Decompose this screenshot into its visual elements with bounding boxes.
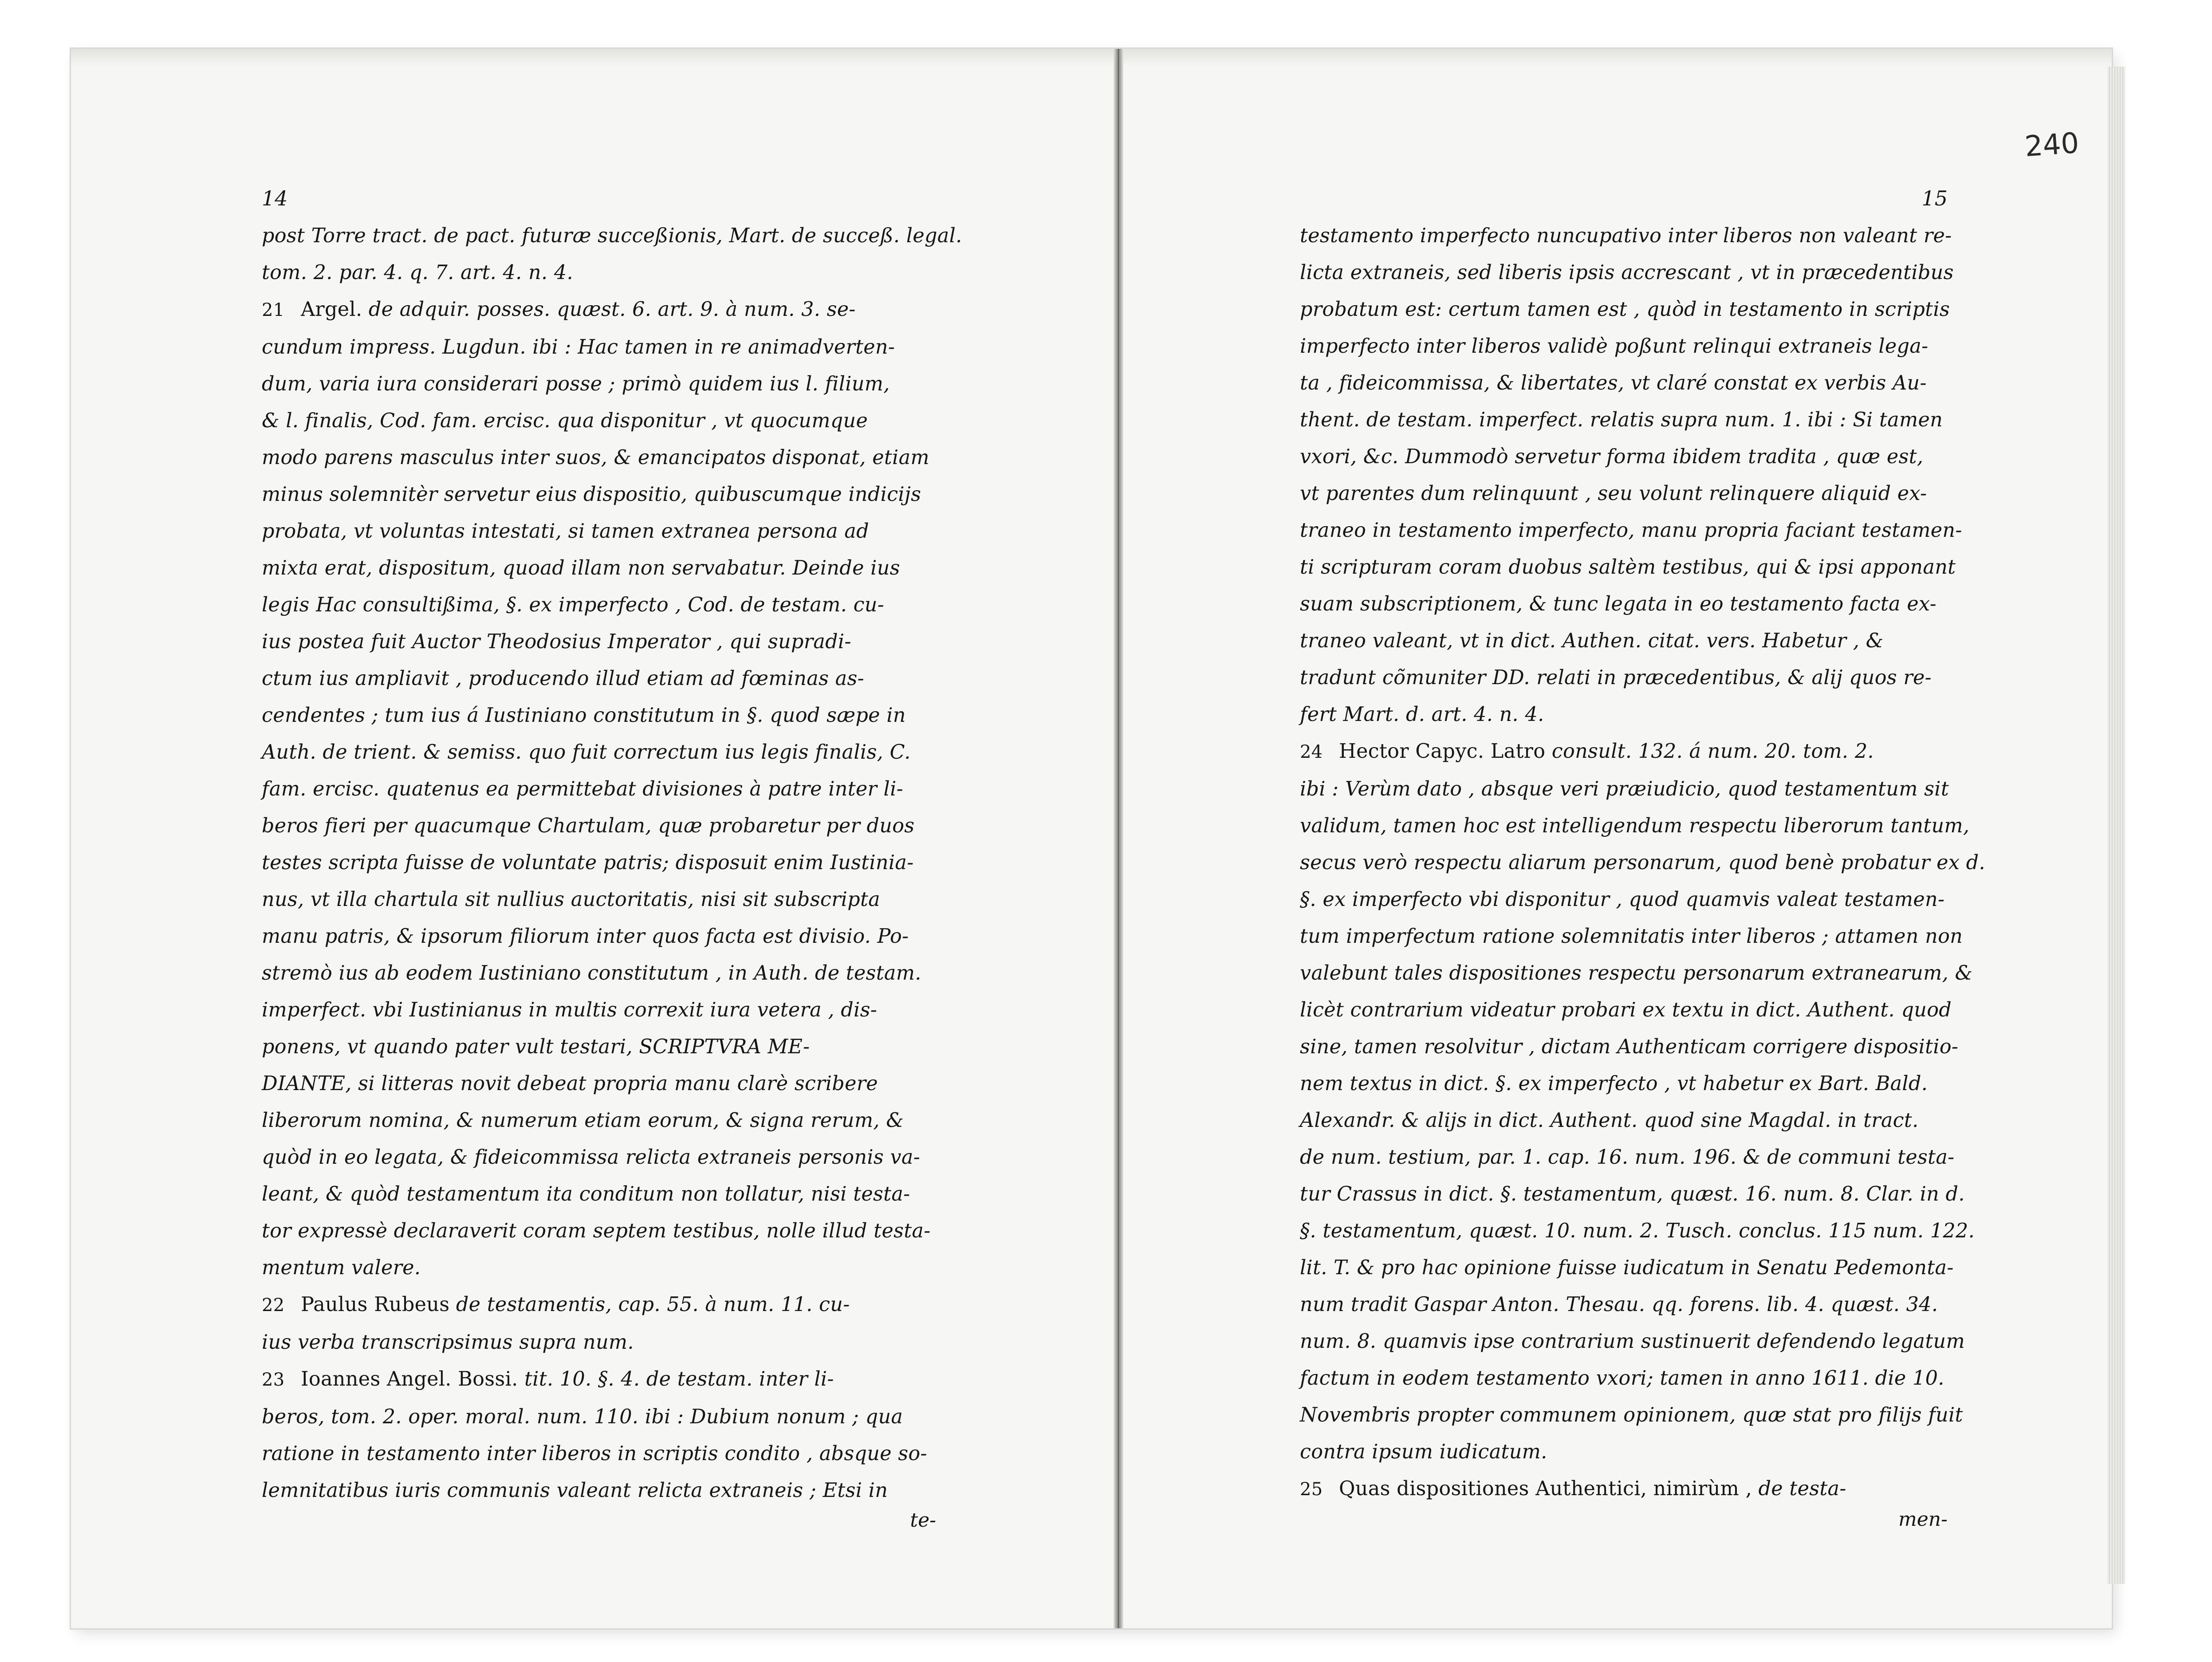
- line-text: stremò ius ab eodem Iustiniano constitutum , in Auth. de testam.: [262, 962, 921, 985]
- line-text: imperfecto inter liberos validè poßunt relinqui extraneis lega-: [1300, 335, 1929, 358]
- text-line: [1300, 844, 1985, 881]
- text-line: [262, 1435, 936, 1472]
- text-line: [262, 771, 936, 807]
- line-text: tom. 2. par. 4. q. 7. art. 4. n. 4.: [262, 261, 573, 284]
- text-line: [262, 402, 936, 439]
- line-text: ibi : Verùm dato , absque veri præiudicio, quod testamentum sit: [1300, 778, 1949, 800]
- handwritten-folio-number: 240: [2023, 126, 2080, 164]
- text-line: [262, 955, 936, 992]
- line-text: consult. 132. á num. 20. tom. 2.: [1545, 740, 1874, 763]
- line-text: vt parentes dum relinquunt , seu volunt relinquere aliquid ex-: [1300, 482, 1927, 505]
- paragraph-number: 21: [262, 300, 285, 320]
- line-text: dum, varia iura considerari posse ; primò quidem ius l. filium,: [262, 373, 890, 395]
- line-text: §. testamentum, quæst. 10. num. 2. Tusch. conclus. 115 num. 122.: [1300, 1220, 1975, 1242]
- text-line: [262, 1361, 936, 1398]
- line-text: DIANTE, si litteras novit debeat propria manu clarè scribere: [262, 1072, 878, 1095]
- line-text: licèt contrarium videatur probari ex textu in dict. Authent. quod: [1300, 999, 1952, 1021]
- text-line: [1300, 771, 1948, 807]
- author-name: Hector Capyc. Latro: [1339, 740, 1546, 763]
- line-text: probatum est: certum tamen est , quòd in testamento in scriptis: [1300, 298, 1950, 321]
- text-line: [1300, 475, 1948, 512]
- line-text: de num. testium, par. 1. cap. 16. num. 196. & de communi testa-: [1300, 1146, 1955, 1169]
- text-line: [1300, 1213, 1975, 1249]
- line-text: & l. finalis, Cod. fam. ercisc. qua disponitur , vt quocumque: [262, 410, 868, 432]
- paragraph-number: 23: [262, 1370, 285, 1390]
- line-text: imperfect. vbi Iustinianus in multis correxit iura vetera , dis-: [262, 999, 878, 1021]
- text-line: [1300, 1323, 1965, 1360]
- text-line: [1300, 512, 1962, 549]
- text-line: [1300, 992, 1952, 1028]
- left-page: [262, 186, 962, 1532]
- line-text: traneo in testamento imperfecto, manu propria faciant testamen-: [1300, 519, 1962, 542]
- text-line: [1300, 328, 1948, 365]
- line-text: minus solemnitèr servetur eius dispositio, quibuscumque indicijs: [262, 483, 921, 506]
- text-line: [1300, 217, 1952, 254]
- line-text: probata, vt voluntas intestati, si tamen extranea persona ad: [262, 520, 869, 543]
- line-text: mixta erat, dispositum, quoad illam non servabatur. Deinde ius: [262, 557, 900, 579]
- line-text: manu patris, & ipsorum filiorum inter quos facta est divisio. Po-: [262, 925, 909, 948]
- line-text: ratione in testamento inter liberos in scriptis condito , absque so-: [262, 1442, 927, 1465]
- left-page-text: [262, 217, 962, 1509]
- line-text: §. ex imperfecto vbi disponitur , quod quamvis valeat testamen-: [1300, 888, 1945, 911]
- page-top-edge: [71, 49, 2112, 67]
- author-name: Argel.: [301, 298, 362, 321]
- line-text: de testa-: [1752, 1477, 1846, 1500]
- text-line: [1300, 733, 1948, 771]
- line-text: lit. T. & pro hac opinione fuisse iudicatum in Senatu Pedemonta-: [1300, 1256, 1954, 1279]
- text-line: [262, 291, 936, 329]
- line-text: ius verba transcripsimus supra num.: [262, 1331, 634, 1354]
- text-line: [262, 476, 936, 513]
- text-line: [1300, 1286, 1948, 1323]
- text-line: [262, 807, 936, 844]
- line-text: contra ipsum iudicatum.: [1300, 1441, 1547, 1463]
- text-line: [1300, 1102, 1948, 1139]
- text-line: [262, 217, 962, 254]
- line-text: vxori, &c. Dummodò servetur forma ibidem tradita , quæ est,: [1300, 445, 1924, 468]
- line-text: tradunt cõmuniter DD. relati in præcedentibus, & alij quos re-: [1300, 666, 1932, 689]
- line-text: leant, & quòd testamentum ita conditum non tollatur, nisi testa-: [262, 1183, 910, 1205]
- text-line: [262, 918, 936, 955]
- text-line: [1300, 1470, 1948, 1508]
- text-line: [1300, 918, 1963, 955]
- line-text: tit. 10. §. 4. de testam. inter li-: [518, 1368, 834, 1390]
- text-line: [1300, 365, 1948, 402]
- line-text: liberorum nomina, & numerum etiam eorum, & signa rerum, &: [262, 1109, 904, 1132]
- line-text: nus, vt illa chartula sit nullius auctoritatis, nisi sit subscripta: [262, 888, 880, 911]
- line-text: num tradit Gaspar Anton. Thesau. qq. forens. lib. 4. quæst. 34.: [1300, 1293, 1938, 1316]
- right-page-text: [1300, 217, 1985, 1508]
- text-line: [262, 734, 936, 771]
- text-line: [1300, 955, 1973, 992]
- catchword: men-: [1898, 1508, 1948, 1531]
- text-line: [1300, 1249, 1954, 1286]
- line-text: validum, tamen hoc est intelligendum respectu liberorum tantum,: [1300, 815, 1970, 837]
- text-line: [1300, 1434, 1948, 1470]
- line-text: Novembris propter communem opinionem, quæ stat pro filijs fuit: [1300, 1404, 1963, 1426]
- paragraph-number: 24: [1300, 742, 1323, 762]
- line-text: sine, tamen resolvitur , dictam Authenticam corrigere dispositio-: [1300, 1036, 1959, 1058]
- text-line: [1300, 438, 1948, 475]
- line-text: testamento imperfecto nuncupativo inter liberos non valeant re-: [1300, 224, 1952, 247]
- text-line: [1300, 291, 1948, 328]
- text-line: [262, 1028, 936, 1065]
- text-line: [262, 513, 936, 550]
- line-text: factum in eodem testamento vxori; tamen in anno 1611. die 10.: [1300, 1367, 1944, 1390]
- text-line: [262, 366, 936, 402]
- book-gutter: [1114, 49, 1123, 1628]
- author-name: Quas dispositiones Authentici, nimirùm ,: [1339, 1477, 1752, 1500]
- line-text: thent. de testam. imperfect. relatis supra num. 1. ibi : Si tamen: [1300, 409, 1943, 431]
- text-line: [262, 1065, 936, 1102]
- line-text: nem textus in dict. §. ex imperfecto , vt habetur ex Bart. Bald.: [1300, 1072, 1928, 1095]
- paragraph-number: 25: [1300, 1479, 1323, 1500]
- text-line: [262, 844, 936, 881]
- line-text: ta , fideicommissa, & libertates, vt claré constat ex verbis Au-: [1300, 372, 1927, 394]
- line-text: beros fieri per quacumque Chartulam, quæ probaretur per duos: [262, 815, 915, 837]
- line-text: lemnitatibus iuris communis valeant relicta extraneis ; Etsi in: [262, 1479, 888, 1502]
- line-text: secus verò respectu aliarum personarum, quod benè probatur ex d.: [1300, 851, 1985, 874]
- line-text: de testamentis, cap. 55. à num. 11. cu-: [449, 1293, 850, 1316]
- text-line: [262, 660, 936, 697]
- line-text: fam. ercisc. quatenus ea permittebat divisiones à patre inter li-: [262, 778, 903, 800]
- text-line: [262, 550, 936, 587]
- line-text: post Torre tract. de pact. futuræ succeßionis, Mart. de succeß. legal.: [262, 224, 962, 247]
- text-line: [1300, 1139, 1955, 1176]
- line-text: traneo valeant, vt in dict. Authen. citat. vers. Habetur , &: [1300, 630, 1884, 652]
- text-line: [262, 1176, 936, 1213]
- text-line: [1300, 696, 1948, 733]
- line-text: fert Mart. d. art. 4. n. 4.: [1300, 703, 1544, 726]
- text-line: [1300, 807, 1970, 844]
- line-text: licta extraneis, sed liberis ipsis accrescant , vt in præcedentibus: [1300, 261, 1954, 284]
- text-line: [262, 1286, 936, 1324]
- line-text: beros, tom. 2. oper. moral. num. 110. ibi : Dubium nonum ; qua: [262, 1406, 903, 1428]
- line-text: legis Hac consultißima, §. ex imperfecto , Cod. de testam. cu-: [262, 594, 885, 616]
- line-text: cundum impress. Lugdun. ibi : Hac tamen in re animadverten-: [262, 336, 895, 358]
- text-line: [1300, 1176, 1965, 1213]
- text-line: [262, 1249, 936, 1286]
- text-line: [262, 992, 936, 1028]
- line-text: num. 8. quamvis ipse contrarium sustinuerit defendendo legatum: [1300, 1330, 1965, 1353]
- line-text: testes scripta fuisse de voluntate patris; disposuit enim Iustinia-: [262, 851, 914, 874]
- text-line: [262, 329, 936, 366]
- line-text: modo parens masculus inter suos, & emancipatos disponat, etiam: [262, 446, 929, 469]
- text-line: [262, 1398, 936, 1435]
- stacked-page-edges: [2107, 67, 2125, 1584]
- text-line: [1300, 1028, 1959, 1065]
- right-page: [1300, 186, 1985, 1531]
- text-line: [262, 439, 936, 476]
- text-line: [262, 587, 936, 623]
- author-name: Ioannes Angel. Bossi.: [301, 1368, 518, 1390]
- line-text: valebunt tales dispositiones respectu personarum extranearum, &: [1300, 962, 1973, 985]
- catchword: te-: [910, 1509, 936, 1532]
- text-line: [262, 1324, 936, 1361]
- line-text: suam subscriptionem, & tunc legata in eo testamento facta ex-: [1300, 593, 1936, 615]
- text-line: [262, 1472, 936, 1509]
- line-text: ponens, vt quando pater vult testari, SCRIPTVRA ME-: [262, 1036, 810, 1058]
- text-line: [1300, 254, 1954, 291]
- text-line: [1300, 586, 1948, 622]
- line-text: tor expressè declaraverit coram septem testibus, nolle illud testa-: [262, 1220, 931, 1242]
- line-text: Auth. de trient. & semiss. quo fuit correctum ius legis finalis, C.: [262, 741, 911, 764]
- text-line: [1300, 549, 1956, 586]
- line-text: de adquir. posses. quæst. 6. art. 9. à num. 3. se-: [362, 298, 856, 321]
- page-number: 14: [262, 186, 288, 210]
- line-text: tum imperfectum ratione solemnitatis inter liberos ; attamen non: [1300, 925, 1963, 948]
- line-text: cendentes ; tum ius á Iustiniano constitutum in §. quod sæpe in: [262, 704, 906, 727]
- text-line: [1300, 1360, 1948, 1397]
- line-text: mentum valere.: [262, 1256, 421, 1279]
- text-line: [262, 1139, 936, 1176]
- text-line: [1300, 1065, 1948, 1102]
- line-text: ctum ius ampliavit , producendo illud etiam ad fœminas as-: [262, 667, 864, 690]
- line-text: tur Crassus in dict. §. testamentum, quæst. 16. num. 8. Clar. in d.: [1300, 1183, 1965, 1205]
- text-line: [1300, 881, 1948, 918]
- line-text: Alexandr. & alijs in dict. Authent. quod sine Magdal. in tract.: [1300, 1109, 1919, 1132]
- line-text: ius postea fuit Auctor Theodosius Imperator , qui supradi-: [262, 630, 851, 653]
- line-text: ti scripturam coram duobus saltèm testibus, qui & ipsi apponant: [1300, 556, 1956, 579]
- text-line: [262, 1102, 936, 1139]
- text-line: [262, 1213, 936, 1249]
- author-name: Paulus Rubeus: [301, 1293, 450, 1316]
- text-line: [262, 881, 936, 918]
- text-line: [1300, 1397, 1963, 1434]
- text-line: [1300, 402, 1948, 438]
- page-number: 15: [1921, 186, 1948, 210]
- text-line: [262, 623, 936, 660]
- text-line: [262, 697, 936, 734]
- text-line: [262, 254, 936, 291]
- paragraph-number: 22: [262, 1295, 285, 1315]
- text-line: [1300, 659, 1948, 696]
- line-text: quòd in eo legata, & fideicommissa relicta extraneis personis va-: [262, 1146, 921, 1169]
- text-line: [1300, 622, 1948, 659]
